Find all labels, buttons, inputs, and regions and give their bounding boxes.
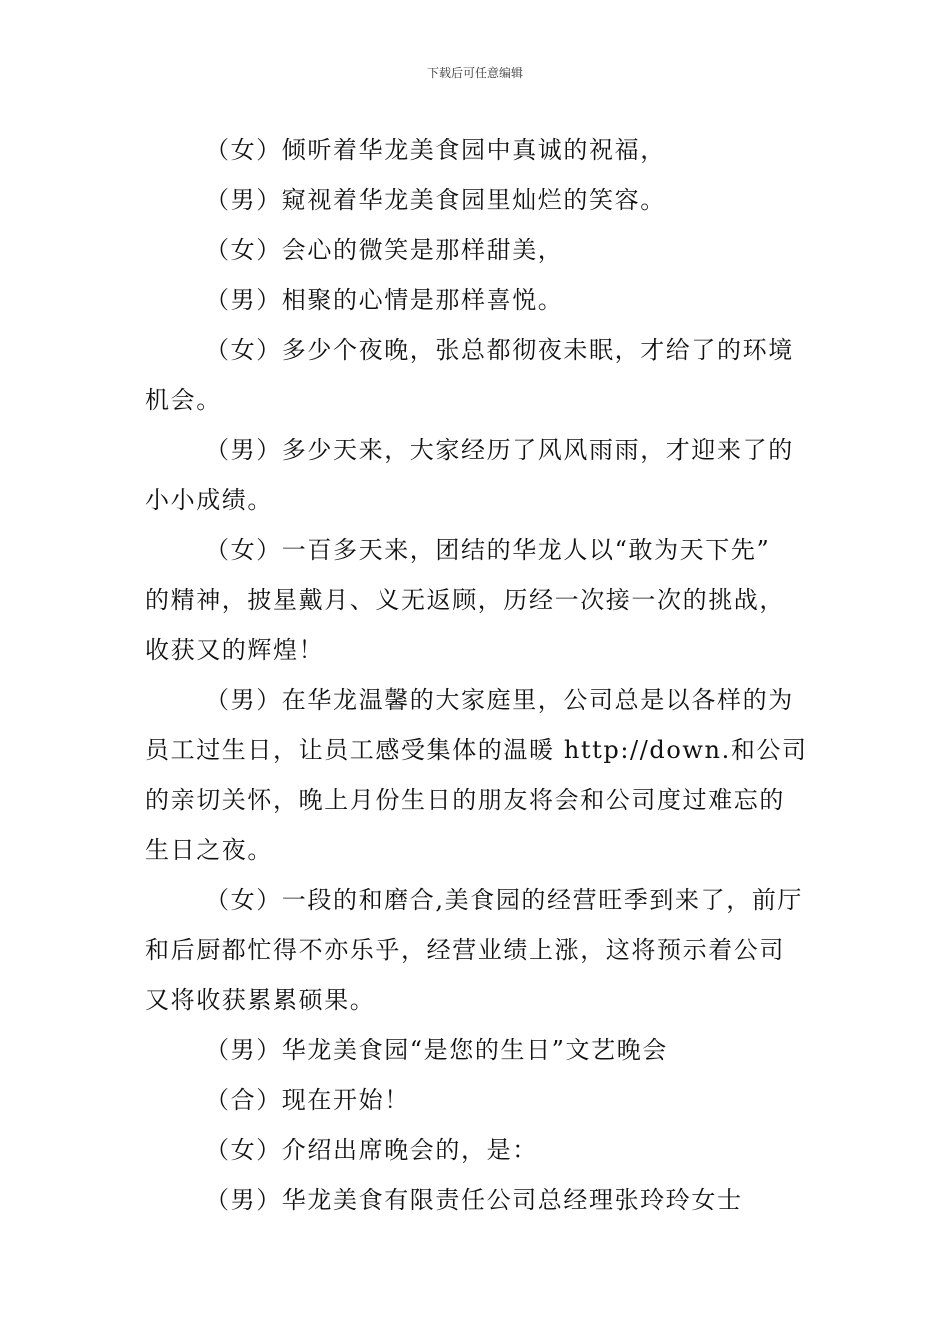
paragraph [145, 1125, 815, 1175]
paragraph [145, 175, 815, 225]
paragraph-line: 小小成绩。 [145, 486, 273, 514]
paragraph-line: 生日之夜。 [145, 836, 273, 864]
paragraph-line: （男）在华龙温馨的大家庭里，公司总是以各样的为 [205, 686, 794, 714]
paragraph-line: 和后厨都忙得不亦乐乎，经营业绩上涨，这将预示着公司 [145, 936, 785, 964]
paragraph-line: （男）华龙美食有限责任公司总经理张玲玲女士 [205, 1186, 743, 1214]
paragraph-line: （男）相聚的心情是那样喜悦。 [205, 286, 564, 314]
paragraph [145, 225, 815, 275]
paragraph [145, 275, 815, 325]
paragraph-line: 收获又的辉煌！ [145, 636, 325, 664]
paragraph [145, 675, 815, 875]
script-body [145, 125, 815, 1225]
paragraph-line: （女）会心的微笑是那样甜美， [205, 236, 564, 264]
paragraph-line: 机会。 [145, 386, 222, 414]
paragraph-line: 员工过生日，让员工感受集体的温暖 http://down.和公司 [145, 736, 808, 764]
paragraph-line: （男）华龙美食园“是您的生日”文艺晚会 [205, 1036, 668, 1064]
paragraph-line: （女）倾听着华龙美食园中真诚的祝福， [205, 136, 666, 164]
paragraph-line: （合）现在开始！ [205, 1086, 410, 1114]
paragraph-line: （女）一段的和磨合,美食园的经营旺季到来了，前厅 [205, 886, 804, 914]
paragraph [145, 1075, 815, 1125]
paragraph [145, 425, 815, 525]
paragraph-line: 又将收获累累硕果。 [145, 986, 376, 1014]
paragraph [145, 525, 815, 675]
paragraph-line: 的精神，披星戴月、义无返顾，历经一次接一次的挑战， [145, 586, 785, 614]
paragraph-line: 的亲切关怀，晚上月份生日的朋友将会和公司度过难忘的 [145, 786, 785, 814]
page-header-note: 下载后可任意编辑 [426, 66, 523, 80]
paragraph [145, 875, 815, 1025]
paragraph-line: （男）多少天来，大家经历了风风雨雨，才迎来了的 [205, 436, 794, 464]
paragraph-line: （女）多少个夜晚，张总都彻夜未眠，才给了的环境 [205, 336, 794, 364]
paragraph [145, 1025, 815, 1075]
paragraph [145, 1175, 815, 1225]
paragraph-line: （女）介绍出席晚会的，是： [205, 1136, 538, 1164]
paragraph [145, 125, 815, 175]
paragraph-line: （女）一百多天来，团结的华龙人以“敢为天下先” [205, 536, 771, 564]
paragraph-line: （男）窥视着华龙美食园里灿烂的笑容。 [205, 186, 666, 214]
paragraph [145, 325, 815, 425]
